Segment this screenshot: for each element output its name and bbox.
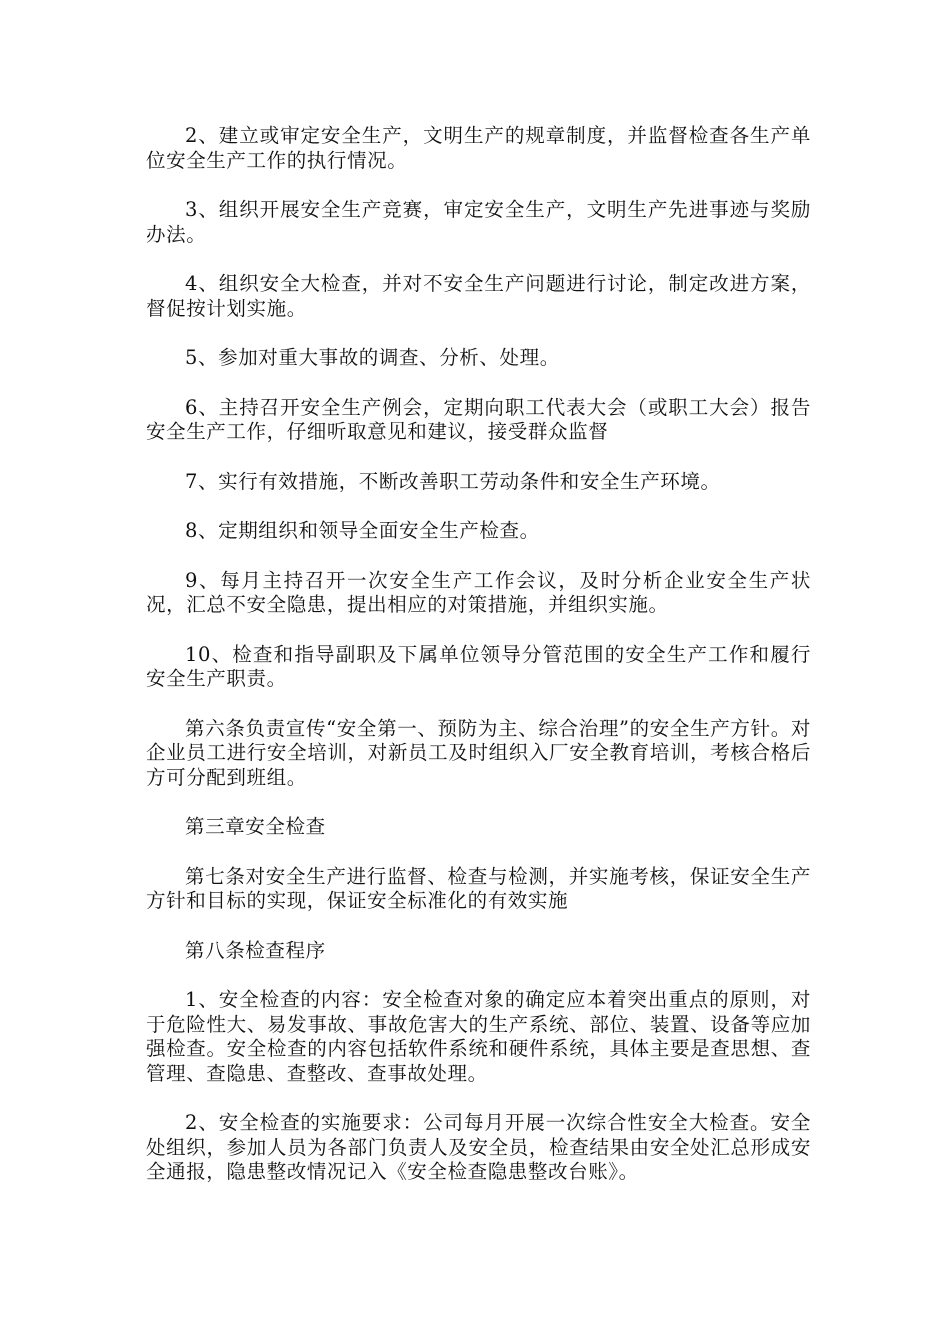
- paragraph-item-8-leadership: 8、定期组织和领导全面安全生产检查。: [185, 519, 540, 542]
- chapter-heading-3: 第三章安全检查: [185, 815, 326, 838]
- paragraph-item-3-competition: 3、组织开展安全生产竞赛，审定安全生产，文明生产先进事迹与奖励办法。: [146, 198, 811, 246]
- paragraph-article-6: 第六条负责宣传“安全第一、预防为主、综合治理”的安全生产方针。对企业员工进行安全培训，对新员工及时组织入厂安全教育培训，考核合格后方可分配到班组。: [146, 716, 811, 789]
- paragraph-item-4-inspection: 4、组织安全大检查，并对不安全生产问题进行讨论，制定改进方案，督促按计划实施。: [146, 272, 811, 320]
- paragraph-item-2-rules: 2、建立或审定安全生产，文明生产的规章制度，并监督检查各生产单位安全生产工作的执行情况。: [146, 124, 811, 172]
- paragraph-article-7: 第七条对安全生产进行监督、检查与检测，并实施考核，保证安全生产方针和目标的实现，保证安全标准化的有效实施: [146, 864, 811, 912]
- paragraph-inspection-content: 1、安全检查的内容：安全检查对象的确定应本着突出重点的原则，对于危险性大、易发事故、事故危害大的生产系统、部位、装置、设备等应加强检查。安全检查的内容包括软件系统和硬件系统，具体主要是查思想、查管理、查隐患、查整改、查事故处理。: [146, 988, 811, 1085]
- paragraph-inspection-requirements: 2、安全检查的实施要求：公司每月开展一次综合性安全大检查。安全处组织，参加人员为各部门负责人及安全员，检查结果由安全处汇总形成安全通报，隐患整改情况记入《安全检查隐患整改台账》。: [146, 1111, 811, 1183]
- paragraph-item-10-guidance: 10、检查和指导副职及下属单位领导分管范围的安全生产工作和履行安全生产职责。: [146, 642, 811, 690]
- article-8-heading: 第八条检查程序: [185, 938, 326, 962]
- paragraph-item-6-meeting: 6、主持召开安全生产例会，定期向职工代表大会（或职工大会）报告安全生产工作，仔细听取意见和建议，接受群众监督: [146, 395, 811, 443]
- paragraph-item-7-measures: 7、实行有效措施，不断改善职工劳动条件和安全生产环境。: [185, 469, 721, 493]
- paragraph-item-9-monthly-meeting: 9、每月主持召开一次安全生产工作会议，及时分析企业安全生产状况，汇总不安全隐患，提出相应的对策措施，并组织实施。: [146, 568, 811, 616]
- paragraph-item-5-accident: 5、参加对重大事故的调查、分析、处理。: [185, 346, 560, 369]
- document-body: [146, 124, 811, 1210]
